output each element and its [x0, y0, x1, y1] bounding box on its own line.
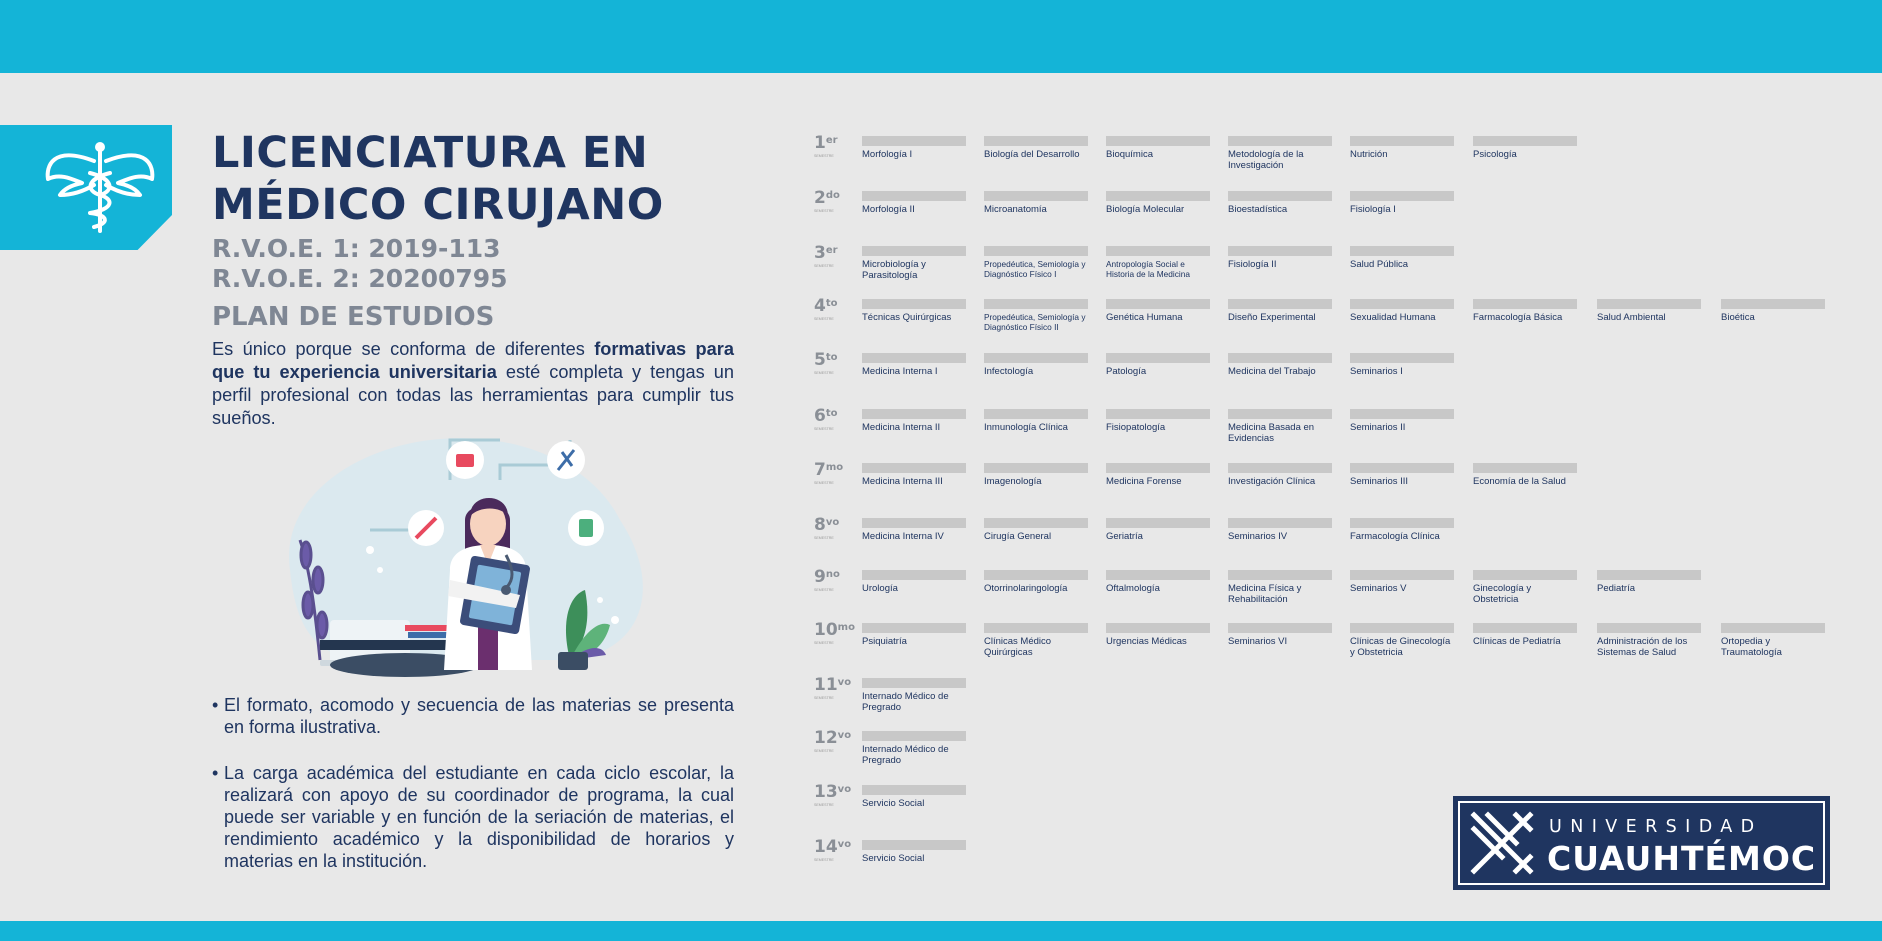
course-item: [1473, 136, 1579, 160]
course-name: Urgencias Médicas: [1106, 636, 1187, 647]
course-bar: [862, 191, 966, 201]
semester-number: [814, 351, 862, 369]
semester-number: [814, 297, 862, 315]
semester-label: [814, 676, 862, 701]
note-2: [212, 762, 734, 872]
caduceus-icon: [42, 139, 158, 235]
semester-number: [814, 676, 862, 694]
course-item: [862, 353, 968, 377]
course-name: Técnicas Quirúrgicas: [862, 312, 952, 323]
course-item: [1350, 518, 1456, 542]
course-bar: [1106, 518, 1210, 528]
semester-suffix: vo: [837, 784, 852, 795]
intro-paragraph: [212, 338, 734, 430]
course-bar: [984, 409, 1088, 419]
course-item: [1228, 570, 1334, 605]
course-name: Seminarios IV: [1228, 531, 1288, 542]
course-item: [1106, 191, 1212, 215]
course-item: [1106, 570, 1212, 594]
course-name: Nutrición: [1350, 149, 1388, 160]
semester-number: [814, 244, 862, 262]
course-item: [1350, 246, 1456, 270]
course-bar: [1473, 570, 1577, 580]
course-name: Bioquímica: [1106, 149, 1153, 160]
doctor-illustration: [270, 420, 670, 680]
course-bar: [1350, 518, 1454, 528]
course-item: [1106, 246, 1212, 279]
course-item: [862, 785, 968, 809]
course-name: Fisiología I: [1350, 204, 1396, 215]
semester-caption: SEMESTRE: [814, 858, 834, 862]
course-item: [862, 136, 968, 160]
course-name: Medicina Basada en Evidencias: [1228, 422, 1315, 444]
course-item: [1106, 299, 1212, 323]
semester-label: [814, 189, 862, 214]
semester-caption: SEMESTRE: [814, 481, 834, 485]
course-name: Medicina Interna II: [862, 422, 941, 433]
course-name: Microanatomía: [984, 204, 1047, 215]
semester-number-value: 12: [814, 728, 838, 748]
semester-label: [814, 244, 862, 269]
semester-suffix: vo: [837, 839, 852, 850]
note-2-text: La carga académica del estudiante en cada ciclo escolar, la realizará con apoyo de su coordinador de programa, la cual puede ser variable y en función de la seriación de materias, el rendimiento académico y la disponibilidad de horarios y materias en la institución.: [224, 763, 734, 871]
course-item: [984, 518, 1090, 542]
semester-label: [814, 516, 862, 541]
page-title: [212, 127, 772, 231]
semester-caption: SEMESTRE: [814, 588, 834, 592]
course-name: Medicina Interna IV: [862, 531, 944, 542]
semester-label: [814, 407, 862, 432]
logo-text-bottom: CUAUHTÉMOC: [1547, 839, 1817, 878]
course-item: [984, 246, 1090, 279]
course-name: Medicina Interna I: [862, 366, 938, 377]
semester-suffix: do: [825, 190, 840, 201]
course-item: [1106, 623, 1212, 647]
course-bar: [984, 191, 1088, 201]
course-bar: [1350, 246, 1454, 256]
course-bar: [1106, 623, 1210, 633]
plan-heading: PLAN DE ESTUDIOS: [212, 302, 495, 332]
course-item: [1597, 623, 1703, 658]
course-name: Morfología II: [862, 204, 915, 215]
semester-number-value: 6: [814, 406, 826, 426]
course-item: [862, 299, 968, 323]
semester-label: [814, 568, 862, 593]
semester-number: [814, 516, 862, 534]
course-name: Internado Médico de Pregrado: [862, 691, 949, 713]
semester-suffix: to: [825, 298, 838, 309]
course-bar: [984, 136, 1088, 146]
semester-suffix: mo: [837, 622, 855, 633]
semester-label: [814, 297, 862, 322]
intro-bold: formativas para que tu experiencia universitaria: [212, 339, 734, 382]
course-name: Farmacología Básica: [1473, 312, 1563, 323]
course-name: Metodología de la Investigación: [1228, 149, 1304, 171]
semester-number: [814, 783, 862, 801]
course-item: [1721, 299, 1827, 323]
semester-label: [814, 838, 862, 863]
course-bar: [1228, 299, 1332, 309]
course-item: [984, 623, 1090, 658]
course-name: Antropología Social e Historia de la Medicina: [1106, 259, 1190, 279]
course-name: Clínicas de Pediatría: [1473, 636, 1561, 647]
course-name: Servicio Social: [862, 853, 925, 864]
course-name: Biología Molecular: [1106, 204, 1185, 215]
course-name: Patología: [1106, 366, 1147, 377]
semester-number: [814, 838, 862, 856]
course-bar: [1106, 136, 1210, 146]
course-item: [1473, 299, 1579, 323]
course-bar: [862, 136, 966, 146]
course-name: Imagenología: [984, 476, 1042, 487]
semester-number-value: 4: [814, 296, 826, 316]
course-item: [1228, 463, 1334, 487]
course-name: Farmacología Clínica: [1350, 531, 1440, 542]
course-item: [1228, 136, 1334, 171]
course-bar: [1228, 136, 1332, 146]
course-name: Cirugía General: [984, 531, 1052, 542]
semester-caption: SEMESTRE: [814, 696, 834, 700]
course-name: Psicología: [1473, 149, 1517, 160]
bullet-dot: •: [212, 763, 219, 783]
title-line-1: LICENCIATURA EN: [212, 128, 649, 178]
course-item: [862, 463, 968, 487]
course-name: Ginecología y Obstetricia: [1473, 583, 1532, 605]
course-bar: [862, 518, 966, 528]
semester-number: [814, 461, 862, 479]
course-name: Biología del Desarrollo: [984, 149, 1080, 160]
semester-suffix: no: [825, 569, 840, 580]
semester-suffix: er: [825, 135, 838, 146]
course-bar: [984, 570, 1088, 580]
course-item: [1473, 570, 1579, 605]
course-name: Pediatría: [1597, 583, 1636, 594]
rvoe-block: [212, 234, 508, 294]
course-item: [984, 463, 1090, 487]
semester-suffix: vo: [825, 517, 840, 528]
intro-text-2: esté completa y tengas un perfil profesional con todas las herramientas para cumplir tus sueños.: [212, 362, 734, 428]
course-name: Clínicas de Ginecología y Obstetricia: [1350, 636, 1451, 658]
course-name: Sexualidad Humana: [1350, 312, 1436, 323]
course-name: Salud Pública: [1350, 259, 1409, 270]
note-1-text: El formato, acomodo y secuencia de las materias se presenta en forma ilustrativa.: [224, 695, 734, 737]
semester-caption: SEMESTRE: [814, 154, 834, 158]
course-item: [984, 570, 1090, 594]
semester-caption: SEMESTRE: [814, 317, 834, 321]
emblem-badge: [0, 125, 172, 250]
course-item: [862, 678, 968, 713]
course-item: [1228, 299, 1334, 323]
course-name: Diseño Experimental: [1228, 312, 1316, 323]
course-item: [862, 623, 968, 647]
course-bar: [984, 299, 1088, 309]
course-bar: [1106, 353, 1210, 363]
course-bar: [1597, 570, 1701, 580]
semester-number-value: 13: [814, 782, 838, 802]
course-item: [862, 191, 968, 215]
note-1: [212, 694, 734, 738]
bottom-band: [0, 921, 1882, 941]
semester-number-value: 14: [814, 837, 838, 857]
course-item: [1350, 463, 1456, 487]
course-item: [1350, 191, 1456, 215]
logo-text-top: UNIVERSIDAD: [1549, 817, 1763, 837]
semester-caption: SEMESTRE: [814, 371, 834, 375]
course-item: [1597, 570, 1703, 594]
uc-logo-mark-icon: [1468, 809, 1536, 877]
course-name: Propedéutica, Semiología y Diagnóstico Físico I: [984, 259, 1086, 279]
semester-number: [814, 729, 862, 747]
course-bar: [1228, 246, 1332, 256]
course-item: [1228, 409, 1334, 444]
semester-number-value: 11: [814, 675, 838, 695]
course-item: [984, 136, 1090, 160]
course-bar: [1350, 623, 1454, 633]
semester-caption: SEMESTRE: [814, 536, 834, 540]
course-item: [1228, 353, 1334, 377]
course-name: Ortopedia y Traumatología: [1721, 636, 1782, 658]
course-item: [1350, 353, 1456, 377]
course-bar: [984, 623, 1088, 633]
rvoe-2: R.V.O.E. 2: 20200795: [212, 264, 508, 293]
course-bar: [1228, 353, 1332, 363]
course-bar: [1106, 299, 1210, 309]
course-item: [862, 518, 968, 542]
course-item: [862, 840, 968, 864]
course-item: [1106, 518, 1212, 542]
course-item: [1106, 409, 1212, 433]
course-bar: [862, 840, 966, 850]
semester-number-value: 8: [814, 515, 826, 535]
semester-caption: SEMESTRE: [814, 749, 834, 753]
course-name: Propedéutica, Semiología y Diagnóstico Físico II: [984, 312, 1086, 332]
course-name: Seminarios III: [1350, 476, 1409, 487]
course-bar: [1228, 463, 1332, 473]
title-line-2: MÉDICO CIRUJANO: [212, 180, 664, 230]
semester-number-value: 1: [814, 133, 826, 153]
semester-label: [814, 351, 862, 376]
semester-caption: SEMESTRE: [814, 427, 834, 431]
semester-suffix: vo: [837, 730, 852, 741]
course-bar: [1350, 136, 1454, 146]
bullet-dot: •: [212, 695, 219, 715]
course-name: Geriatría: [1106, 531, 1143, 542]
course-bar: [1597, 623, 1701, 633]
course-bar: [862, 353, 966, 363]
course-name: Microbiología y Parasitología: [862, 259, 926, 281]
course-bar: [1228, 409, 1332, 419]
semester-number-value: 3: [814, 243, 826, 263]
semester-suffix: mo: [825, 462, 844, 473]
course-item: [1106, 136, 1212, 160]
semester-number: [814, 621, 862, 639]
course-item: [984, 299, 1090, 332]
course-bar: [1597, 299, 1701, 309]
top-band: [0, 0, 1882, 73]
semester-label: [814, 461, 862, 486]
course-name: Otorrinolaringología: [984, 583, 1068, 594]
course-name: Fisiopatología: [1106, 422, 1166, 433]
course-name: Medicina del Trabajo: [1228, 366, 1316, 377]
course-item: [984, 409, 1090, 433]
course-bar: [1350, 463, 1454, 473]
semester-number: [814, 134, 862, 152]
course-bar: [1106, 409, 1210, 419]
semester-label: [814, 134, 862, 159]
rvoe-1: R.V.O.E. 1: 2019-113: [212, 234, 501, 263]
course-item: [1473, 463, 1579, 487]
course-item: [862, 570, 968, 594]
semester-number-value: 2: [814, 188, 826, 208]
course-item: [1473, 623, 1579, 647]
semester-label: [814, 783, 862, 808]
course-bar: [862, 678, 966, 688]
course-bar: [1350, 299, 1454, 309]
course-name: Administración de los Sistemas de Salud: [1597, 636, 1688, 658]
course-item: [1721, 623, 1827, 658]
course-bar: [1106, 463, 1210, 473]
course-name: Bioética: [1721, 312, 1755, 323]
course-item: [984, 191, 1090, 215]
semester-suffix: er: [825, 245, 838, 256]
semester-suffix: vo: [837, 677, 852, 688]
course-item: [1228, 191, 1334, 215]
course-bar: [862, 409, 966, 419]
course-name: Urología: [862, 583, 898, 594]
course-bar: [1350, 191, 1454, 201]
course-name: Clínicas Médico Quirúrgicas: [984, 636, 1052, 658]
course-bar: [1228, 623, 1332, 633]
semester-number-value: 7: [814, 460, 826, 480]
course-bar: [1473, 299, 1577, 309]
semester-label: [814, 729, 862, 754]
semester-label: [814, 621, 862, 646]
course-name: Salud Ambiental: [1597, 312, 1666, 323]
course-name: Medicina Interna III: [862, 476, 943, 487]
course-name: Infectología: [984, 366, 1034, 377]
semester-suffix: to: [825, 408, 838, 419]
course-item: [1350, 136, 1456, 160]
course-item: [862, 731, 968, 766]
course-item: [1106, 463, 1212, 487]
course-item: [862, 409, 968, 433]
course-item: [1228, 623, 1334, 647]
course-name: Medicina Forense: [1106, 476, 1182, 487]
course-name: Inmunología Clínica: [984, 422, 1068, 433]
course-name: Economía de la Salud: [1473, 476, 1566, 487]
course-item: [1350, 623, 1456, 658]
course-bar: [1721, 623, 1825, 633]
course-name: Internado Médico de Pregrado: [862, 744, 949, 766]
course-bar: [984, 353, 1088, 363]
course-bar: [1473, 623, 1577, 633]
semester-caption: SEMESTRE: [814, 209, 834, 213]
intro-text-1: Es único porque se conforma de diferentes: [212, 339, 595, 359]
course-bar: [862, 299, 966, 309]
semester-number: [814, 407, 862, 425]
course-bar: [1228, 191, 1332, 201]
course-bar: [1228, 570, 1332, 580]
course-item: [1350, 409, 1456, 433]
course-name: Seminarios II: [1350, 422, 1406, 433]
semester-caption: SEMESTRE: [814, 641, 834, 645]
course-bar: [1106, 191, 1210, 201]
semester-caption: SEMESTRE: [814, 264, 834, 268]
semester-number-value: 9: [814, 567, 826, 587]
course-item: [1597, 299, 1703, 323]
course-item: [1228, 518, 1334, 542]
course-bar: [1350, 353, 1454, 363]
semester-number-value: 5: [814, 350, 826, 370]
course-name: Seminarios I: [1350, 366, 1403, 377]
course-bar: [862, 463, 966, 473]
semester-number: [814, 568, 862, 586]
course-name: Genética Humana: [1106, 312, 1183, 323]
course-bar: [984, 246, 1088, 256]
course-bar: [862, 570, 966, 580]
course-bar: [1350, 570, 1454, 580]
course-bar: [862, 246, 966, 256]
course-bar: [1350, 409, 1454, 419]
course-name: Psiquiatría: [862, 636, 907, 647]
course-item: [1350, 299, 1456, 323]
semester-number: [814, 189, 862, 207]
course-item: [1228, 246, 1334, 270]
course-name: Seminarios V: [1350, 583, 1407, 594]
course-name: Bioestadística: [1228, 204, 1288, 215]
course-name: Medicina Física y Rehabilitación: [1228, 583, 1302, 605]
course-bar: [984, 463, 1088, 473]
course-bar: [862, 731, 966, 741]
course-bar: [862, 785, 966, 795]
course-name: Investigación Clínica: [1228, 476, 1316, 487]
course-item: [1350, 570, 1456, 594]
course-item: [1106, 353, 1212, 377]
course-name: Servicio Social: [862, 798, 925, 809]
course-name: Seminarios VI: [1228, 636, 1288, 647]
course-item: [862, 246, 968, 281]
semester-suffix: to: [825, 352, 838, 363]
course-name: Morfología I: [862, 149, 913, 160]
course-item: [984, 353, 1090, 377]
course-bar: [1473, 136, 1577, 146]
course-bar: [862, 623, 966, 633]
course-name: Oftalmología: [1106, 583, 1160, 594]
course-bar: [1228, 518, 1332, 528]
course-bar: [1473, 463, 1577, 473]
course-bar: [984, 518, 1088, 528]
course-bar: [1721, 299, 1825, 309]
course-bar: [1106, 570, 1210, 580]
university-logo: [1453, 796, 1830, 890]
semester-caption: SEMESTRE: [814, 803, 834, 807]
semester-number-value: 10: [814, 620, 838, 640]
course-name: Fisiología II: [1228, 259, 1277, 270]
course-bar: [1106, 246, 1210, 256]
